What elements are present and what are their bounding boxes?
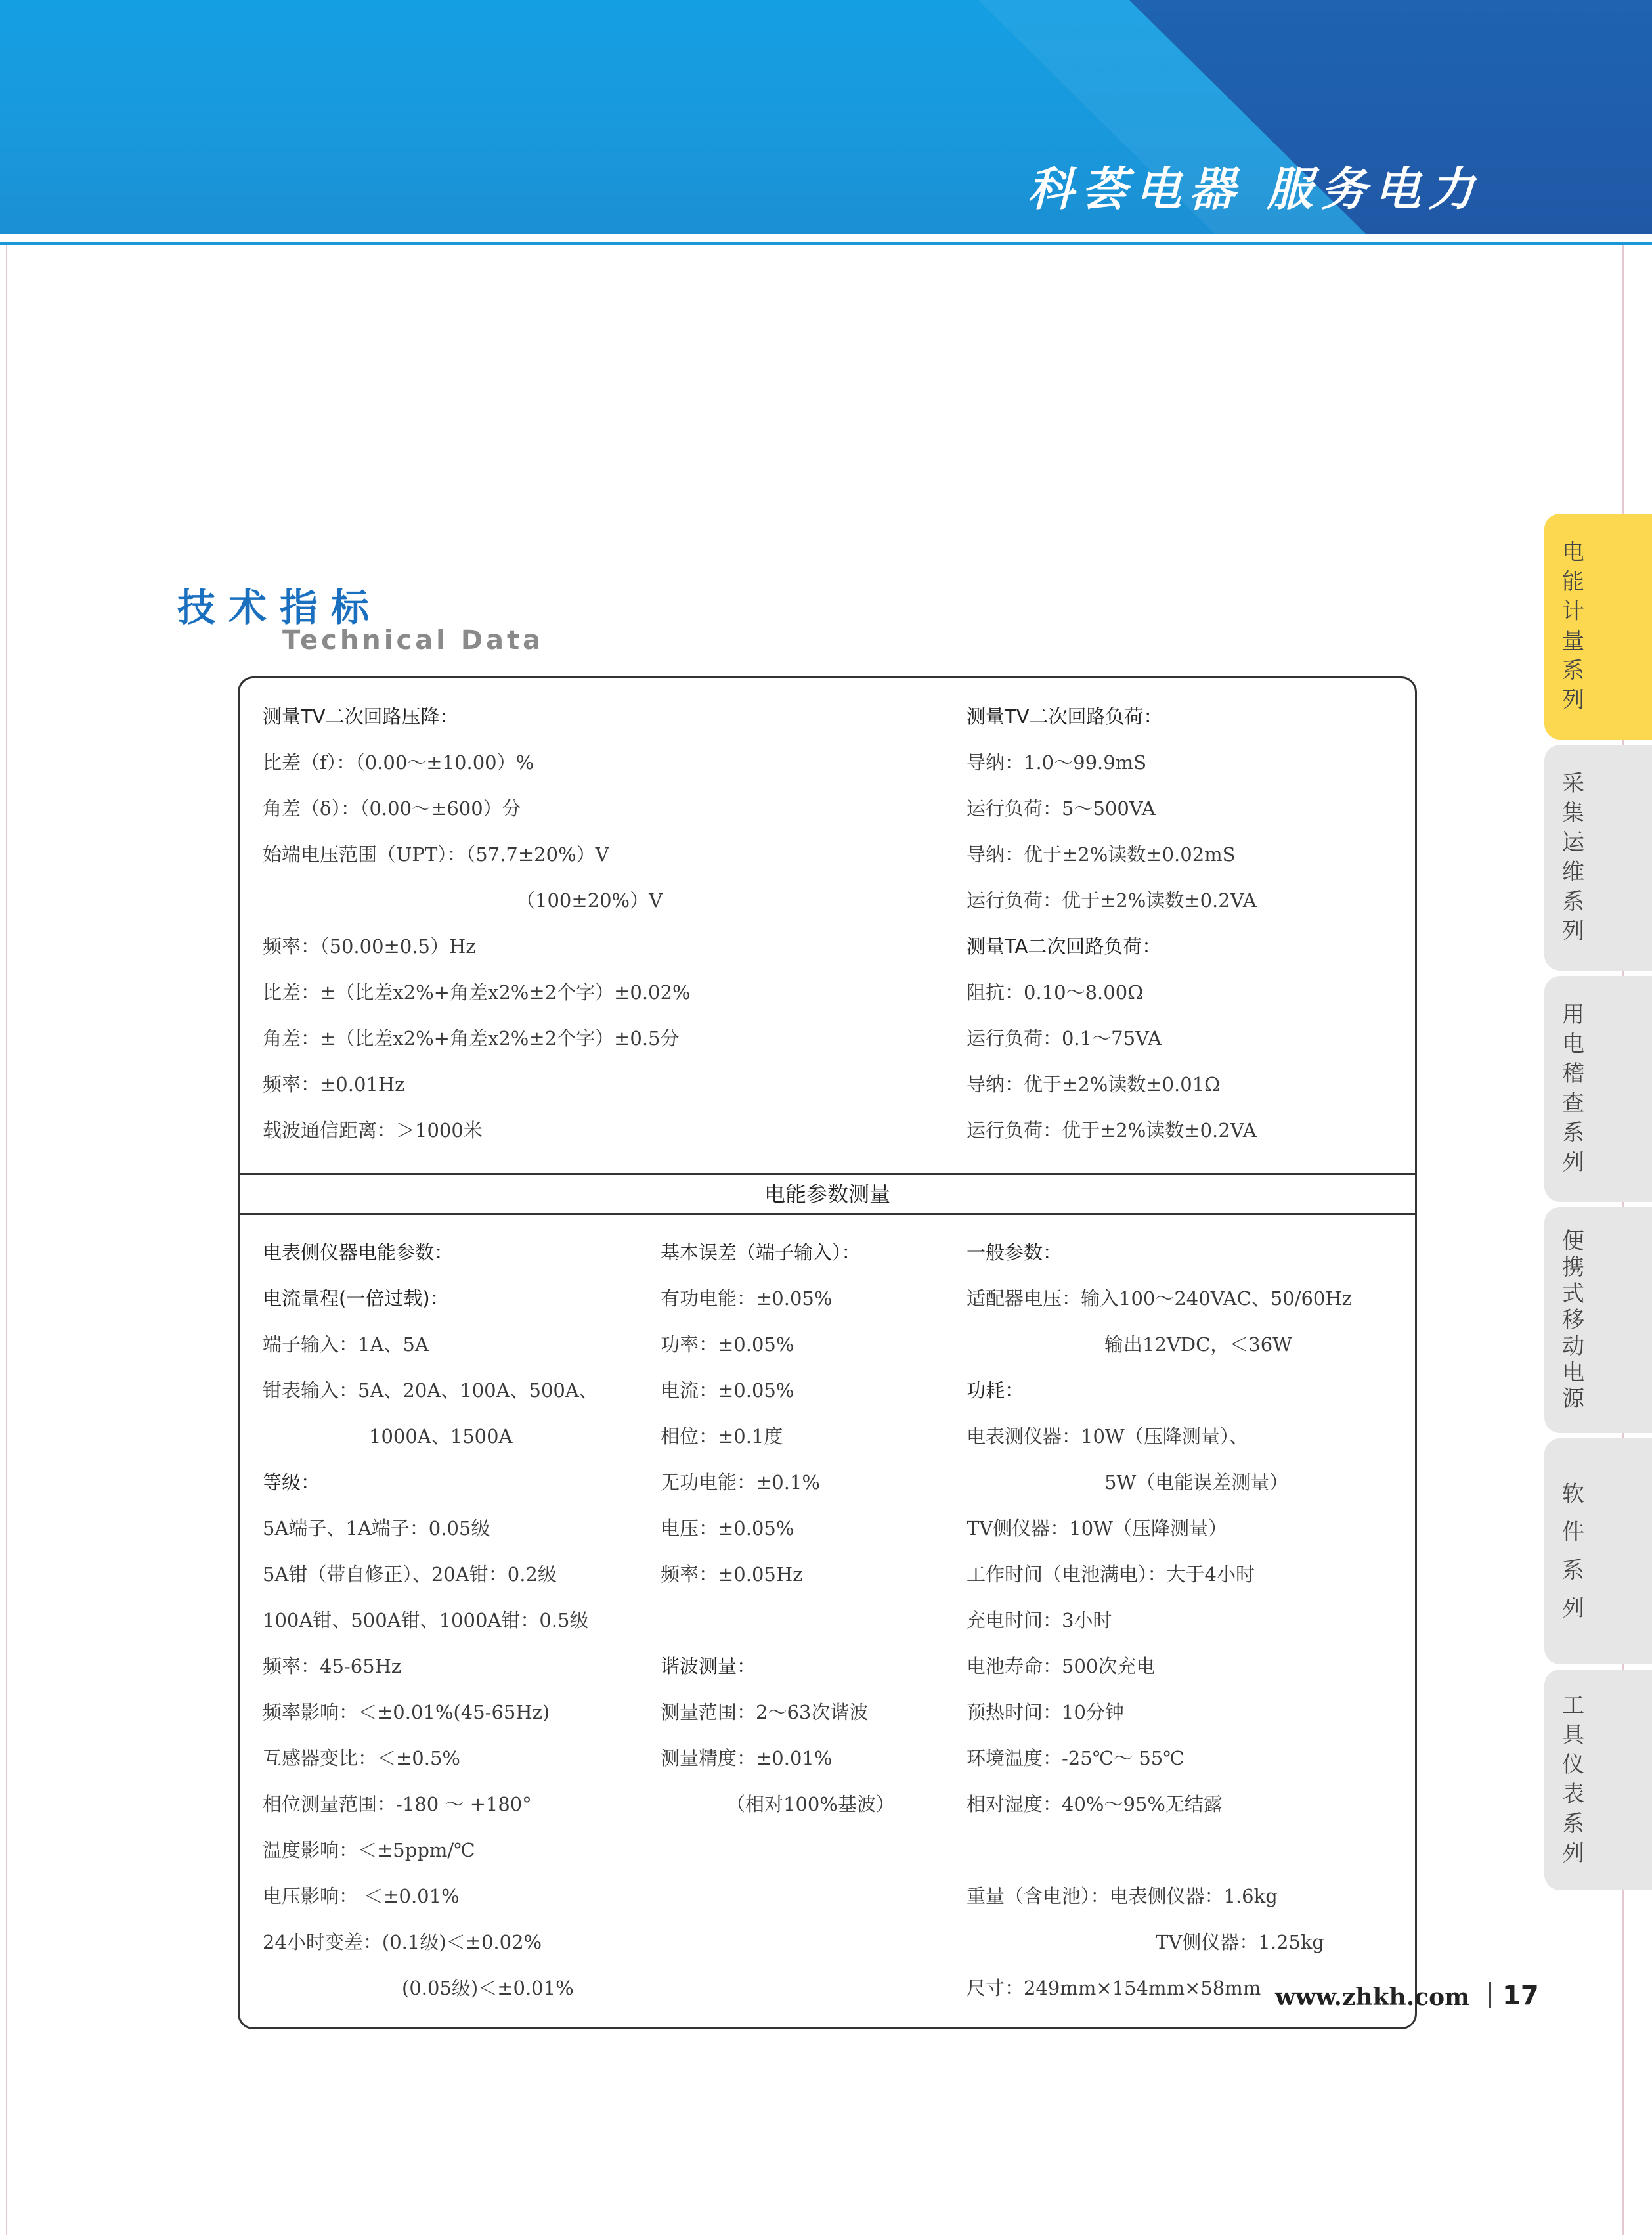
spec-line: 电流：±0.05% [661,1379,794,1402]
spec-line: 24小时变差：(0.1级)＜±0.02% [263,1931,542,1953]
spec-spacer [661,1597,895,1643]
side-tab-energy-metering[interactable] [1544,514,1652,740]
spec-line: 角差（δ）：（0.00～±600）分 [263,797,521,820]
spec-heading: 测量TV二次回路压降： [263,705,459,728]
spec-line: 运行负荷：优于±2%读数±0.2VA [967,889,1257,912]
spec-heading: 功耗： [967,1379,1024,1402]
side-tab-tool-instruments[interactable] [1544,1670,1652,1890]
top-left-column [263,694,691,1153]
side-tab-portable-power[interactable] [1544,1207,1652,1433]
spec-line: 无功电能：±0.1% [661,1471,820,1494]
spec-line: 相位：±0.1度 [661,1425,783,1448]
spec-line: 载波通信距离：＞1000米 [263,1119,483,1141]
footer-separator [1489,1982,1491,2008]
side-tab-label: 用电稽查系列 [1562,1002,1584,1176]
bottom-column-meter [263,1229,598,2011]
bottom-column-general [967,1229,1352,2011]
spec-line: 电池寿命：500次充电 [967,1655,1156,1677]
spec-line: 测量精度：±0.01% [661,1747,833,1769]
spec-line: 预热时间：10分钟 [967,1701,1124,1723]
spec-line: 有功电能：±0.05% [661,1287,833,1310]
bottom-column-error [661,1229,895,1827]
spec-line: 尺寸：249mm×154mm×58mm [967,1977,1261,1999]
spec-line: 工作时间（电池满电）：大于4小时 [967,1563,1255,1585]
spec-line: 电压：±0.05% [661,1517,794,1539]
spec-line: 钳表输入：5A、20A、100A、500A、 [263,1379,598,1402]
spec-heading: 测量TV二次回路负荷： [967,705,1163,728]
side-tab-software[interactable] [1544,1438,1652,1664]
spec-heading: 电表侧仪器电能参数： [263,1241,454,1264]
side-tab-power-inspection[interactable] [1544,976,1652,1202]
spec-line: 环境温度：-25℃～ 55℃ [967,1747,1185,1769]
spec-line: 功率：±0.05% [661,1333,794,1356]
spec-line: 测量范围：2～63次谐波 [661,1701,869,1723]
spec-line: （100±20%）V [516,889,663,912]
spec-heading: 谐波测量： [661,1655,756,1677]
spec-heading: 电流量程(一倍过载)： [263,1287,449,1310]
spec-line: 输出12VDC，＜36W [1104,1333,1292,1356]
header-slogan: 科荟电器 服务电力 [1028,162,1483,216]
side-tab-collection-maintenance[interactable] [1544,745,1652,971]
spec-line: 运行负荷：优于±2%读数±0.2VA [967,1119,1257,1141]
spec-line: 重量（含电池）：电表侧仪器：1.6kg [967,1885,1278,1907]
spec-line: 相对湿度：40%～95%无结露 [967,1793,1223,1815]
spec-line: 导纳：优于±2%读数±0.02mS [967,843,1236,866]
spec-line: 相位测量范围：-180 ～ +180° [263,1793,532,1815]
section-title-en: Technical Data [282,625,544,655]
spec-line: 频率影响：＜±0.01%(45-65Hz) [263,1701,550,1723]
side-tab-label: 电能计量系列 [1562,539,1584,713]
spec-spacer [967,1827,1352,1873]
spec-line: 频率：45-65Hz [263,1655,402,1677]
top-right-column [967,694,1257,1153]
spec-line: TV侧仪器：1.25kg [1156,1931,1324,1953]
spec-line: 阻抗：0.10～8.00Ω [967,981,1144,1004]
spec-line: 始端电压范围（UPT）：（57.7±20%）V [263,843,609,866]
spec-line: 电压影响： ＜±0.01% [263,1885,460,1907]
spec-line: 适配器电压：输入100～240VAC、50/60Hz [967,1287,1352,1310]
spec-line: 运行负荷：5～500VA [967,797,1156,820]
spec-heading: 基本误差（端子输入）： [661,1241,861,1264]
side-tab-label: 便携式移动电源 [1562,1228,1584,1412]
section-title-cn: 技术指标 [177,585,383,630]
spec-line: （相对100%基波） [726,1793,895,1815]
spec-line: 端子输入：1A、5A [263,1333,429,1356]
spec-heading: 测量TA二次回路负荷： [967,935,1162,958]
header-banner [0,0,1652,234]
page-number: 17 [1502,1981,1539,2011]
side-tab-label: 采集运维系列 [1562,770,1584,944]
spec-heading: 一般参数： [967,1241,1062,1264]
spec-line: 运行负荷：0.1～75VA [967,1027,1162,1050]
spec-line: 温度影响：＜±5ppm/℃ [263,1839,475,1861]
spec-line: 1000A、1500A [369,1425,513,1448]
spec-line: 5W（电能误差测量） [1104,1471,1289,1494]
side-tab-label: 软件系列 [1562,1481,1584,1622]
spec-line: 比差：±（比差x2%+角差x2%±2个字）±0.02% [263,981,691,1004]
spec-line: 比差（f）：（0.00～±10.00）% [263,751,534,774]
spec-heading: 等级： [263,1471,320,1494]
spec-line: 5A钳（带自修正）、20A钳：0.2级 [263,1563,557,1585]
left-margin-line [6,0,7,2235]
spec-line: 互感器变比：＜±0.5% [263,1747,460,1769]
spec-line: 导纳：优于±2%读数±0.01Ω [967,1073,1221,1095]
spec-line: 频率：±0.01Hz [263,1073,405,1095]
footer-website-link[interactable]: www.zhkh.com [1275,1983,1470,2011]
spec-line: (0.05级)＜±0.01% [402,1977,574,1999]
spec-line: 电表测仪器：10W（压降测量）、 [967,1425,1249,1448]
spec-line: 100A钳、500A钳、1000A钳：0.5级 [263,1609,589,1631]
section-band-energy: 电能参数测量 [238,1173,1417,1215]
spec-line: 频率：（50.00±0.5）Hz [263,935,476,958]
spec-line: 充电时间：3小时 [967,1609,1112,1631]
side-tab-label: 工具仪表系列 [1562,1693,1584,1867]
spec-line: 频率：±0.05Hz [661,1563,803,1585]
spec-line: 角差：±（比差x2%+角差x2%±2个字）±0.5分 [263,1027,680,1050]
spec-line: 导纳：1.0～99.9mS [967,751,1147,774]
spec-line: 5A端子、1A端子：0.05级 [263,1517,490,1539]
header-rule-line [0,242,1652,245]
spec-line: TV侧仪器：10W（压降测量） [967,1517,1227,1539]
